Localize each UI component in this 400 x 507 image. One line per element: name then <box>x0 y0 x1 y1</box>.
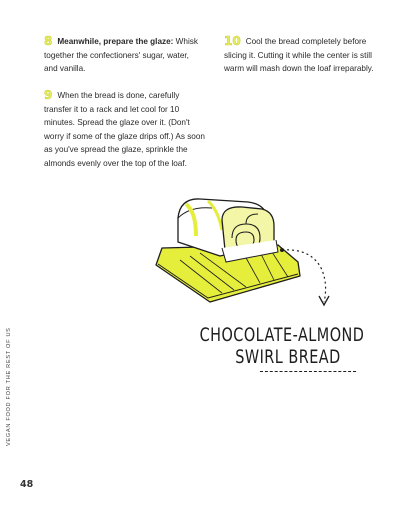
title-underline <box>260 371 356 372</box>
step-number: 8 <box>44 34 53 48</box>
bread-illustration <box>150 190 335 325</box>
step-9 <box>44 89 206 171</box>
step-9-text <box>44 89 206 171</box>
step-body: When the bread is done, carefully transfer it to a rack and let cool for 10 minutes. Spread the glaze over it. (Don't worry if some of the glaze drips off.) As soon as you've spread the glaze, sprinkle the almonds evenly over the top of the loaf. <box>44 91 205 168</box>
step-body: Cool the bread completely before slicing it. Cutting it while the center is still warm will mash down the loaf irreparably. <box>224 37 374 74</box>
step-body: Whisk together the confectioners' sugar, water, and vanilla. <box>44 37 198 74</box>
recipe-title-line-1: CHOCOLATE-ALMOND <box>199 325 365 346</box>
step-8 <box>44 35 204 76</box>
step-number: 9 <box>44 88 53 102</box>
step-number: 10 <box>224 34 241 48</box>
book-title: VEGAN FOOD FOR THE REST OF US <box>6 327 12 446</box>
step-10-text <box>224 35 379 76</box>
page-number: 48 <box>20 479 34 490</box>
step-lead: Meanwhile, prepare the glaze: <box>57 37 174 46</box>
step-10 <box>224 35 379 76</box>
recipe-title <box>182 325 365 372</box>
recipe-title-line-2: SWIRL BREAD <box>235 347 341 368</box>
step-8-text <box>44 35 204 76</box>
